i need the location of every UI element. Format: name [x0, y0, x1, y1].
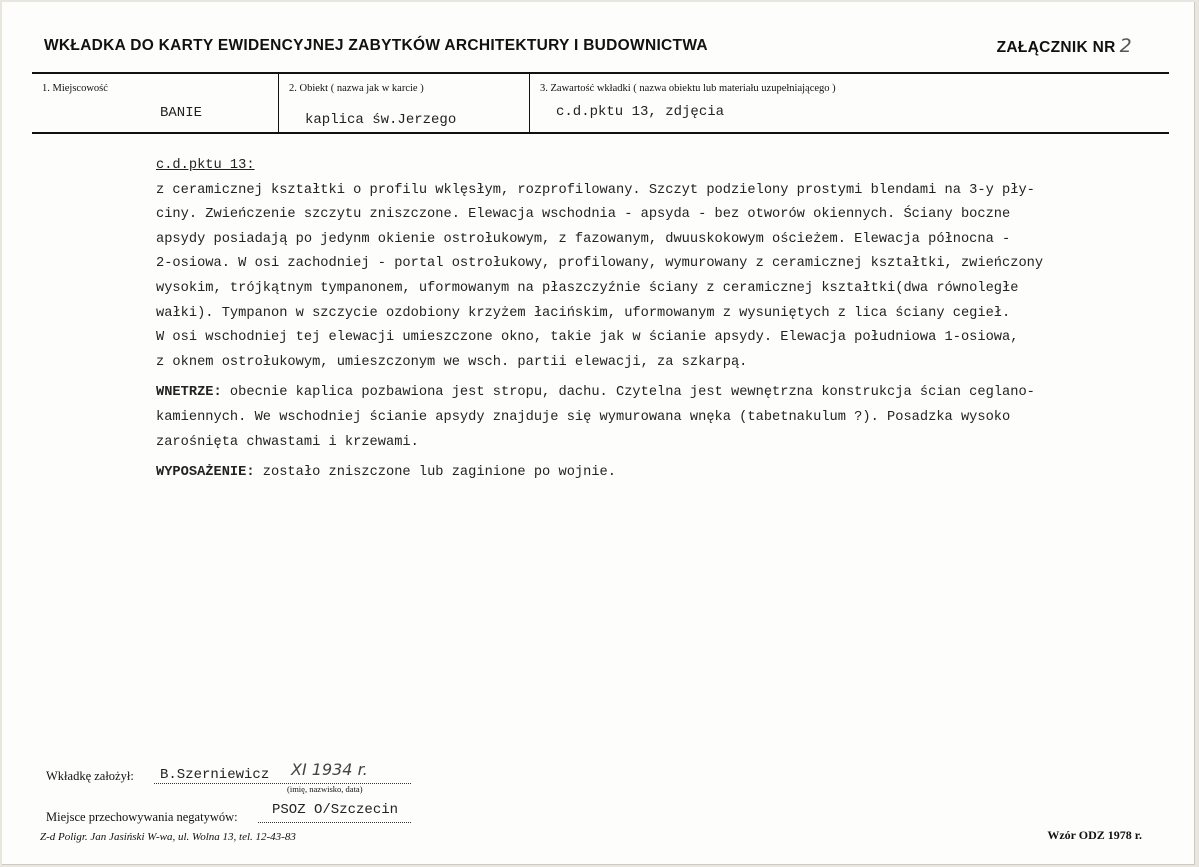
negatives-label: Miejsce przechowywania negatywów: — [46, 810, 238, 824]
description-body — [156, 154, 1056, 486]
field-content-label: 3. Zawartość wkładki ( nazwa obiektu lub materiału uzupełniającego ) — [540, 83, 836, 94]
body-line: ciny. Zwieńczenie szczytu zniszczone. Elewacja wschodnia - apsyda - bez otworów okiennych. Ściany boczne — [156, 207, 1011, 223]
author-value: B.Szerniewicz — [160, 767, 270, 783]
interior-line — [156, 381, 1056, 406]
field-content-value: c.d.pktu 13, zdjęcia — [556, 104, 725, 120]
printer-info: Z-d Poligr. Jan Jasiński W-wa, ul. Wolna 13, tel. 12-43-83 — [40, 831, 296, 843]
body-line: z ceramicznej kształtki o profilu wklęsłym, rozprofilowany. Szczyt podzielony prostymi blendami na 3-y pły- — [156, 182, 1035, 198]
furnishing-line — [156, 461, 1056, 486]
form-model: Wzór ODZ 1978 r. — [1047, 828, 1142, 842]
interior-line: kamiennych. We wschodniej ścianie apsydy znajduje się wymurowana wnęka (tabetnakulum ?). Posadzka wysoko — [156, 409, 1011, 425]
header-fields — [32, 72, 1169, 134]
field-content — [529, 74, 1170, 132]
interior-label: WNETRZE: — [156, 385, 222, 401]
furnishing-label: WYPOSAŻENIE: — [156, 465, 255, 481]
body-line: z oknem ostrołukowym, umieszczonym we wsch. partii elewacji, za szkarpą. — [156, 354, 748, 370]
field-object — [278, 74, 530, 132]
body-line: W osi wschodniej tej elewacji umieszczone okno, takie jak w ścianie apsydy. Elewacja południowa 1-osiowa, — [156, 330, 1019, 346]
field-object-value: kaplica św.Jerzego — [305, 112, 457, 128]
annex-number: 2 — [1119, 35, 1132, 57]
body-line: apsydy posiadają po jedynm okienie ostrołukowym, z fazowanym, dwuuskokowym ościeżem. Elewacja północna - — [156, 231, 1011, 247]
author-dotted-line — [154, 783, 411, 784]
author-hint: (imię, nazwisko, data) — [287, 784, 363, 794]
annex-label-text: ZAŁĄCZNIK NR — [996, 39, 1116, 56]
record-card — [2, 2, 1195, 865]
body-line: wysokim, trójkątnym tympanonem, uformowanym na płaszczyźnie ściany z ceramicznej kształtki(dwa równoległe — [156, 280, 1019, 296]
negatives-value: PSOZ O/Szczecin — [272, 802, 399, 818]
field-place-value: BANIE — [160, 105, 203, 121]
author-label: Wkładkę założył: — [46, 769, 134, 783]
form-title: WKŁADKA DO KARTY EWIDENCYJNEJ ZABYTKÓW ARCHITEKTURY I BUDOWNICTWA — [44, 37, 708, 54]
author-date-handwritten: XI 1934 r. — [291, 760, 368, 779]
field-object-label: 2. Obiekt ( nazwa jak w karcie ) — [289, 83, 424, 94]
annex-label — [997, 35, 1132, 57]
interior-text: obecnie kaplica pozbawiona jest stropu, dachu. Czytelna jest wewnętrzna konstrukcja ścian ceglano- — [221, 385, 1035, 401]
body-line: 2-osiowa. W osi zachodniej - portal ostrołukowy, profilowany, wymurowany z ceramicznej kształtki, zwieńczony — [156, 256, 1044, 272]
body-subheading: c.d.pktu 13: — [156, 158, 255, 173]
field-place — [32, 74, 278, 132]
body-line: wałki). Tympanon w szczycie ozdobiony krzyżem łacińskim, uformowanym z wysuniętych z lica ściany cegieł. — [156, 305, 1011, 321]
negatives-dotted-line — [258, 822, 411, 823]
interior-line: zarośnięta chwastami i krzewami. — [156, 434, 419, 450]
furnishing-text: zostało zniszczone lub zaginione po wojnie. — [254, 465, 616, 481]
field-place-label: 1. Miejscowość — [42, 83, 108, 94]
